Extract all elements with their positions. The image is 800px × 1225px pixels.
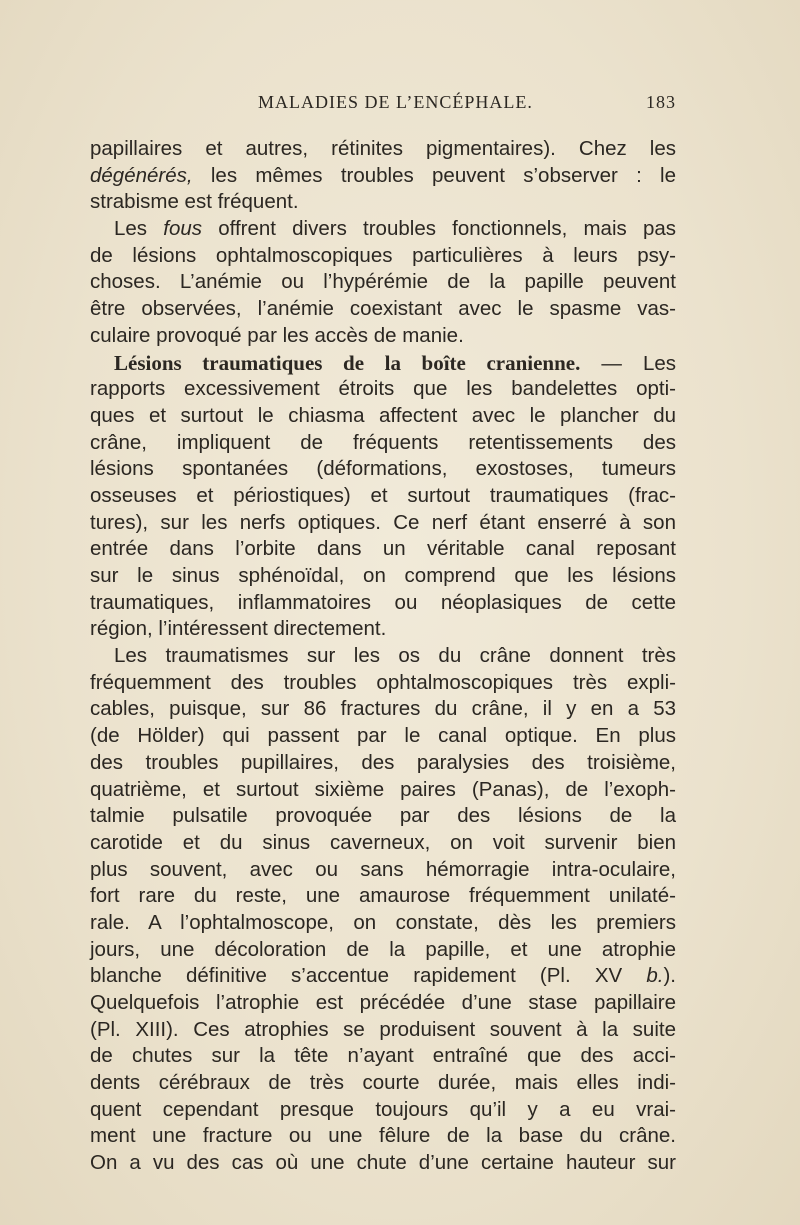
section-heading: Lésions traumatiques de la boîte cranienne. <box>114 350 581 375</box>
text-run: entrée dans l’orbite dans un véritable canal reposant <box>90 537 676 561</box>
italic-text: fous <box>163 217 203 241</box>
text-run: strabisme est fréquent. <box>90 190 299 214</box>
text-line <box>90 296 676 323</box>
text-run: région, l’intéressent directement. <box>90 617 387 641</box>
text-run: plus souvent, avec ou sans hémorragie intra-oculaire, <box>90 857 676 881</box>
text-run: ment une fracture ou une fêlure de la base du crâne. <box>90 1124 676 1148</box>
text-line <box>90 430 676 457</box>
text-line <box>90 189 676 216</box>
text-run: rapports excessivement étroits que les bandelettes opti- <box>90 377 676 401</box>
text-run: jours, une décoloration de la papille, et une atrophie <box>90 937 676 961</box>
text-run: tures), sur les nerfs optiques. Ce nerf étant enserré à son <box>90 510 676 534</box>
text-run: crâne, impliquent de fréquents retentissements des <box>90 430 676 454</box>
text-line <box>90 643 676 670</box>
text-line <box>90 1097 676 1124</box>
text-line <box>90 696 676 723</box>
text-run: dents cérébraux de très courte durée, mais elles indi- <box>90 1071 676 1095</box>
text-run: choses. L’anémie ou l’hypérémie de la papille peuvent <box>90 270 676 294</box>
text-line <box>90 1150 676 1177</box>
text-run: ). <box>663 964 676 988</box>
text-line <box>90 536 676 563</box>
text-line <box>90 456 676 483</box>
text-line <box>90 376 676 403</box>
text-run: (Pl. XIII). Ces atrophies se produisent souvent à la suite <box>90 1017 676 1041</box>
text-line <box>90 243 676 270</box>
text-line <box>90 616 676 643</box>
text-line <box>90 830 676 857</box>
italic-text: dégénérés, <box>90 163 193 187</box>
text-run: Les <box>114 217 164 241</box>
text-run: lésions spontanées (déformations, exostoses, tumeurs <box>90 457 676 481</box>
text-run: On a vu des cas où une chute d’une certaine hauteur sur <box>90 1151 676 1175</box>
text-line <box>90 670 676 697</box>
text-line <box>90 323 676 350</box>
text-run: de lésions ophtalmoscopiques particulières à leurs psy- <box>90 243 676 267</box>
text-line <box>90 803 676 830</box>
text-line <box>90 857 676 884</box>
text-line <box>90 723 676 750</box>
text-line <box>90 163 676 190</box>
body-text <box>90 136 676 1177</box>
text-line <box>90 563 676 590</box>
text-run: des troubles pupillaires, des paralysies des troisième, <box>90 750 676 774</box>
text-run: sur le sinus sphénoïdal, on comprend que les lésions <box>90 564 676 587</box>
text-line <box>90 590 676 617</box>
text-line <box>90 777 676 804</box>
text-line <box>90 350 676 377</box>
text-line <box>90 1043 676 1070</box>
text-line <box>90 910 676 937</box>
text-run: rale. A l’ophtalmoscope, on constate, dès les premiers <box>90 910 676 934</box>
text-line <box>90 990 676 1017</box>
text-run: culaire provoqué par les accès de manie. <box>90 323 464 347</box>
page-number: 183 <box>646 92 676 112</box>
text-line <box>90 883 676 910</box>
running-title: MALADIES DE L’ENCÉPHALE. <box>258 92 533 112</box>
text-line <box>90 1017 676 1044</box>
text-line <box>90 483 676 510</box>
text-run: Les traumatismes sur les os du crâne donnent très <box>114 644 676 668</box>
text-line <box>90 1070 676 1097</box>
text-line <box>90 510 676 537</box>
text-run: quent cependant presque toujours qu’il y a eu vrai- <box>90 1097 676 1121</box>
text-run: fréquemment des troubles ophtalmoscopiques très expli- <box>90 670 676 694</box>
text-run: — Les <box>580 351 676 375</box>
text-run: être observées, l’anémie coexistant avec le spasme vas- <box>90 297 676 321</box>
text-run: les mêmes troubles peuvent s’observer : le <box>192 163 676 187</box>
text-line <box>90 1123 676 1150</box>
text-run: traumatiques, inflammatoires ou néoplasiques de cette <box>90 590 676 614</box>
text-run: Quelquefois l’atrophie est précédée d’une stase papillaire <box>90 991 676 1014</box>
text-run: blanche définitive s’accentue rapidement (Pl. XV <box>90 964 647 988</box>
text-run: osseuses et périostiques) et surtout traumatiques (frac- <box>90 483 676 507</box>
text-run: papillaires et autres, rétinites pigmentaires). Chez les <box>90 137 676 160</box>
text-run: de chutes sur la tête n’ayant entraîné que des acci- <box>90 1044 676 1068</box>
text-run: talmie pulsatile provoquée par des lésions de la <box>90 804 676 828</box>
text-line <box>90 750 676 777</box>
text-run: carotide et du sinus caverneux, on voit survenir bien <box>90 830 676 854</box>
text-run: cables, puisque, sur 86 fractures du crâne, il y en a 53 <box>90 697 676 721</box>
text-run: quatrième, et surtout sixième paires (Panas), de l’exoph- <box>90 777 676 801</box>
text-line <box>90 269 676 296</box>
page-header <box>90 92 676 122</box>
text-line <box>90 403 676 430</box>
text-run: offrent divers troubles fonctionnels, mais pas <box>202 217 676 241</box>
text-run: (de Hölder) qui passent par le canal optique. En plus <box>90 724 676 748</box>
text-line <box>90 963 676 990</box>
text-line <box>90 136 676 163</box>
text-line <box>90 216 676 243</box>
text-run: fort rare du reste, une amaurose fréquemment unilaté- <box>90 884 676 908</box>
italic-text: b. <box>646 964 664 988</box>
text-line <box>90 937 676 964</box>
text-run: ques et surtout le chiasma affectent avec le plancher du <box>90 403 676 427</box>
